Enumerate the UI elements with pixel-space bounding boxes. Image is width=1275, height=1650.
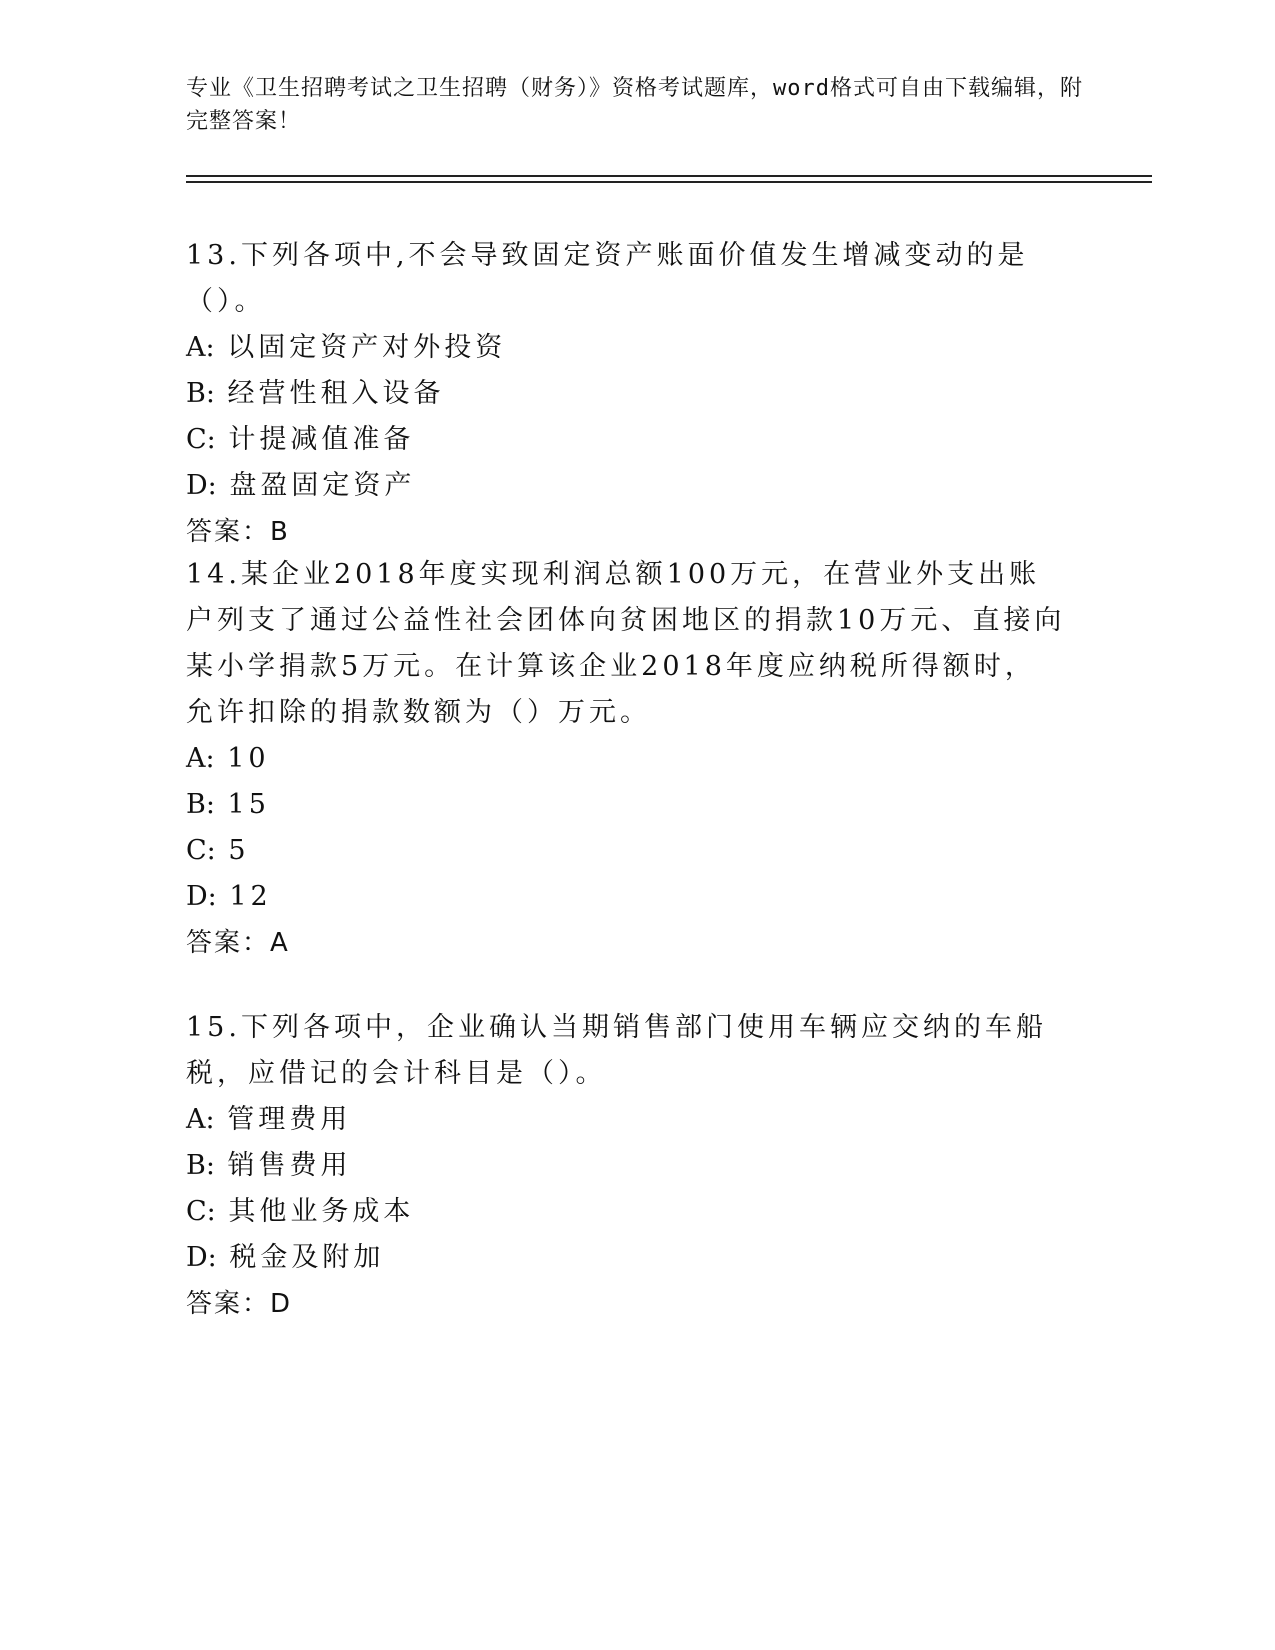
option-a	[186, 1097, 1066, 1143]
option-text: 其他业务成本	[228, 1196, 415, 1227]
option-c	[186, 828, 1066, 874]
option-text: 税金及附加	[229, 1242, 385, 1273]
answer-line: 答案：B	[186, 517, 290, 547]
header-divider-top	[186, 175, 1152, 177]
document-header: 专业《卫生招聘考试之卫生招聘（财务）》资格考试题库，word格式可自由下载编辑，附完整答案！	[186, 76, 1083, 134]
option-letter: B:	[186, 1150, 215, 1181]
option-b	[186, 371, 1066, 417]
option-text: 销售费用	[227, 1150, 352, 1181]
option-letter: B:	[186, 789, 215, 820]
option-text: 以固定资产对外投资	[227, 332, 507, 363]
option-d	[186, 874, 1066, 920]
question-13	[186, 233, 1066, 555]
option-text: 管理费用	[227, 1104, 352, 1135]
option-text: 经营性租入设备	[227, 378, 445, 409]
option-letter: A:	[186, 743, 215, 774]
option-letter: C:	[186, 424, 216, 455]
question-stem: 15.下列各项中，企业确认当期销售部门使用车辆应交纳的车船税，应借记的会计科目是（）。	[186, 1012, 1047, 1089]
option-text: 10	[227, 743, 270, 774]
option-text: 计提减值准备	[228, 424, 415, 455]
option-b	[186, 1143, 1066, 1189]
option-d	[186, 1235, 1066, 1281]
option-letter: A:	[186, 332, 215, 363]
question-stem: 13.下列各项中,不会导致固定资产账面价值发生增减变动的是（）。	[186, 240, 1029, 317]
option-d	[186, 463, 1066, 509]
question-14	[186, 552, 1066, 966]
question-stem: 14.某企业2018年度实现利润总额100万元，在营业外支出账户列支了通过公益性社会团体向贫困地区的捐款10万元、直接向某小学捐款5万元。在计算该企业2018年度应纳税所得额时，允许扣除的捐款数额为（）万元。	[186, 559, 1066, 728]
option-letter: D:	[186, 1242, 217, 1273]
option-text: 5	[228, 835, 250, 866]
option-text: 12	[229, 881, 272, 912]
option-letter: C:	[186, 835, 216, 866]
question-15	[186, 1005, 1066, 1327]
option-c	[186, 1189, 1066, 1235]
answer-line: 答案：D	[186, 1289, 293, 1319]
header-divider-bottom	[186, 181, 1152, 183]
option-letter: C:	[186, 1196, 216, 1227]
option-b	[186, 782, 1066, 828]
option-letter: B:	[186, 378, 215, 409]
option-letter: D:	[186, 881, 217, 912]
option-a	[186, 736, 1066, 782]
option-text: 盘盈固定资产	[229, 470, 416, 501]
answer-line: 答案：A	[186, 928, 290, 958]
option-letter: A:	[186, 1104, 215, 1135]
option-text: 15	[227, 789, 270, 820]
option-a	[186, 325, 1066, 371]
option-c	[186, 417, 1066, 463]
option-letter: D:	[186, 470, 217, 501]
